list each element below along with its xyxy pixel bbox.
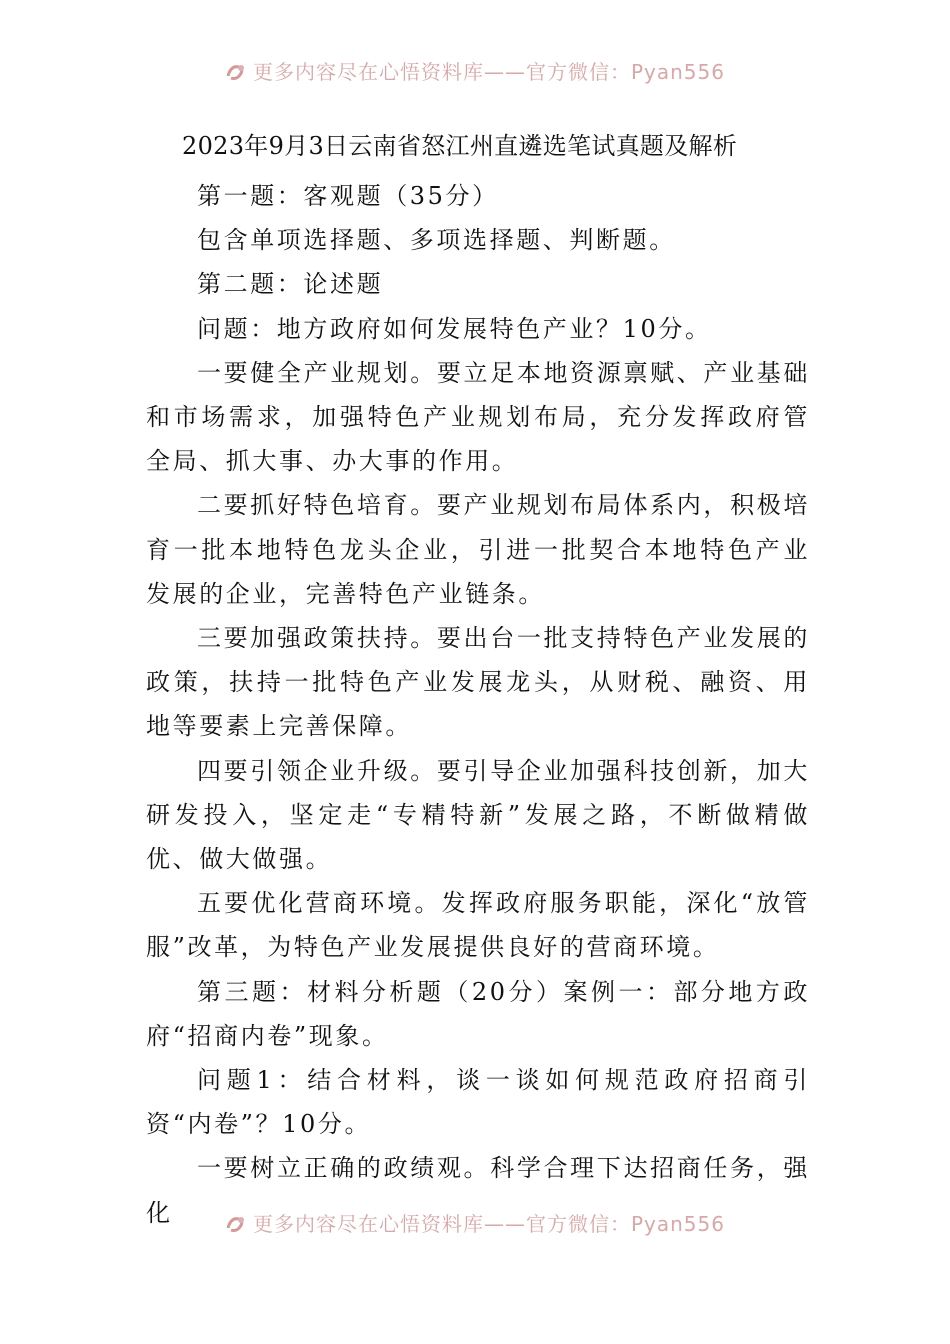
paragraph-7: 三要加强政策扶持。要出台一批支持特色产业发展的政策，扶持一批特色产业发展龙头，从财税、融资、用地等要素上完善保障。	[146, 624, 810, 741]
paragraph-8: 四要引领企业升级。要引导企业加强科技创新，加大研发投入，坚定走“专精特新”发展之路，不断做精做优、做大做强。	[146, 756, 810, 874]
paragraph-10: 第三题：材料分析题（20分）案例一：部分地方政府“招商内卷”现象。	[146, 977, 810, 1050]
watermark-header	[0, 56, 950, 90]
paragraph-5: 一要健全产业规划。要立足本地资源禀赋、产业基础和市场需求，加强特色产业规划布局，充分发挥政府管全局、抓大事、办大事的作用。	[146, 358, 810, 476]
paragraph-3: 第二题：论述题	[197, 270, 384, 299]
watermark-text: 更多内容尽在心悟资料库——官方微信：Pyan556	[252, 1212, 725, 1236]
watermark-footer	[0, 1208, 950, 1242]
paragraph-4: 问题：地方政府如何发展特色产业？10分。	[197, 314, 712, 343]
paragraph-1: 第一题：客观题（35分）	[197, 182, 499, 210]
document-title: 2023年9月3日云南省怒江州直遴选笔试真题及解析	[182, 132, 738, 160]
paragraph-12: 一要树立正确的政绩观。科学合理下达招商任务，强化	[146, 1154, 810, 1227]
paragraph-9: 五要优化营商环境。发挥政府服务职能，深化“放管服”改革，为特色产业发展提供良好的营商环境。	[146, 889, 810, 962]
paragraph-11: 问题1：结合材料，谈一谈如何规范政府招商引资“内卷”？10分。	[146, 1066, 810, 1139]
document-body	[146, 126, 810, 1235]
watermark-text: 更多内容尽在心悟资料库——官方微信：Pyan556	[252, 60, 725, 84]
logo-icon	[225, 61, 247, 83]
paragraph-2: 包含单项选择题、多项选择题、判断题。	[197, 226, 676, 255]
logo-icon	[225, 1213, 247, 1235]
paragraph-6: 二要抓好特色培育。要产业规划布局体系内，积极培育一批本地特色龙头企业，引进一批契合本地特色产业发展的企业，完善特色产业链条。	[146, 491, 810, 608]
